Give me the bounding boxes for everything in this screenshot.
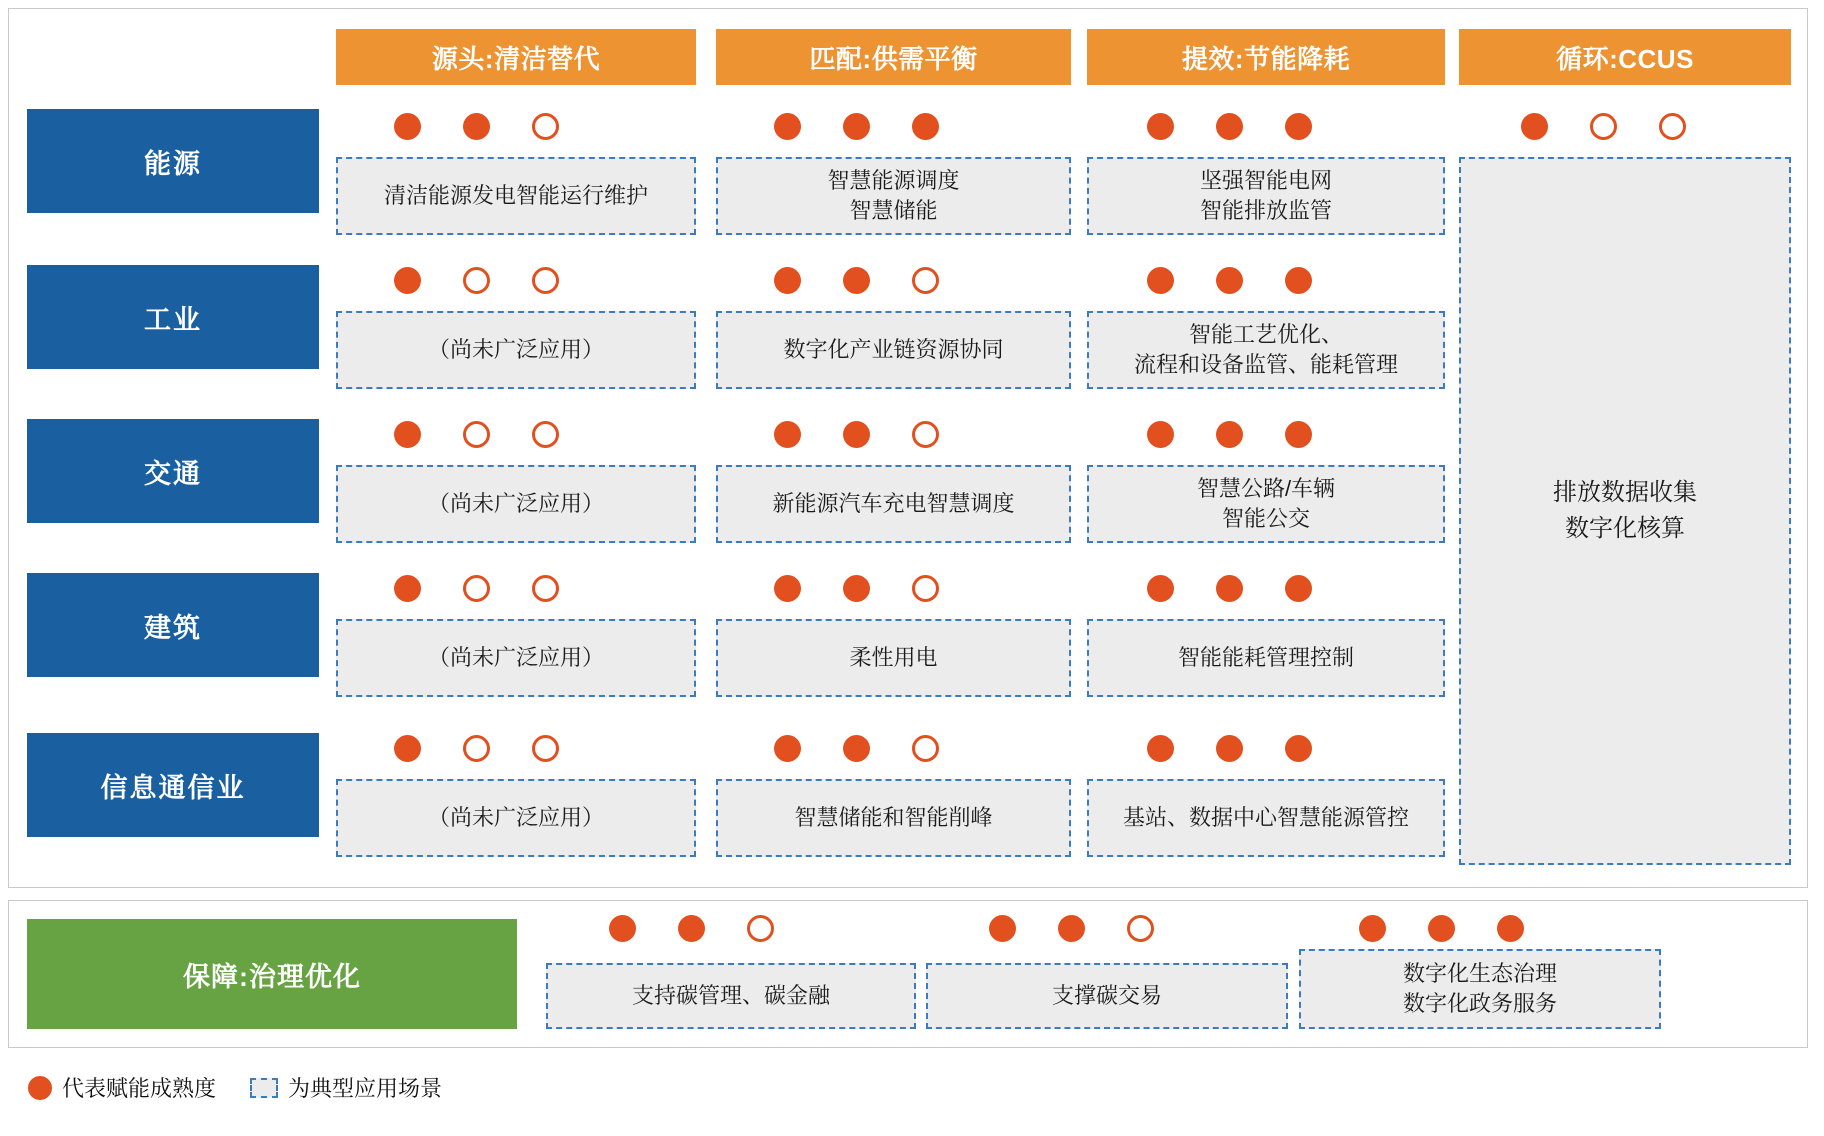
column-header-row [9, 9, 1807, 81]
scenario-text: 柔性用电 [849, 645, 938, 671]
maturity-dot [843, 113, 870, 140]
maturity-dots-building-efficiency [1147, 575, 1312, 602]
maturity-dot [1058, 915, 1085, 942]
scenario-text: （尚未广泛应用） [427, 805, 604, 831]
scenario-cell-industry-source [336, 311, 696, 389]
scenario-cell-ict-source [336, 779, 696, 857]
maturity-dot [1285, 575, 1312, 602]
maturity-dot [394, 421, 421, 448]
maturity-dots-ict-match [774, 735, 939, 762]
maturity-dot [774, 421, 801, 448]
maturity-dot [843, 267, 870, 294]
maturity-dot-icon [28, 1076, 52, 1100]
maturity-dots-industry-efficiency [1147, 267, 1312, 294]
scenario-text: 清洁能源发电智能运行维护 [383, 183, 648, 209]
maturity-dot [532, 267, 559, 294]
scenario-cell-transport-match [716, 465, 1071, 543]
maturity-dot [912, 421, 939, 448]
maturity-dot [1147, 575, 1174, 602]
maturity-dot [532, 421, 559, 448]
maturity-dot [774, 267, 801, 294]
maturity-dot [1216, 267, 1243, 294]
maturity-dots-building-source [394, 575, 559, 602]
scenario-text: （尚未广泛应用） [427, 337, 604, 363]
scenario-cell-building-efficiency [1087, 619, 1445, 697]
maturity-dot [912, 575, 939, 602]
scenario-cell-governance-1 [546, 963, 916, 1029]
maturity-dot [1590, 113, 1617, 140]
maturity-dots-governance-1 [609, 915, 774, 942]
governance-panel [8, 900, 1808, 1048]
scenario-text: 数字化产业链资源协同 [783, 337, 1004, 363]
maturity-dot [463, 421, 490, 448]
scenario-cell-energy-efficiency [1087, 157, 1445, 235]
maturity-dots-ccus [1521, 113, 1686, 140]
maturity-dot [394, 267, 421, 294]
maturity-dots-transport-match [774, 421, 939, 448]
scenario-cell-industry-efficiency [1087, 311, 1445, 389]
maturity-dots-energy-match [774, 113, 939, 140]
scenario-text: （尚未广泛应用） [427, 491, 604, 517]
maturity-dots-industry-match [774, 267, 939, 294]
maturity-dots-governance-2 [989, 915, 1154, 942]
scenario-text: 数字化生态治理 数字化政务服务 [1402, 961, 1557, 1016]
maturity-dot [912, 113, 939, 140]
maturity-dot [747, 915, 774, 942]
maturity-dot [774, 575, 801, 602]
maturity-dot [912, 267, 939, 294]
row-label-energy: 能源 [27, 109, 319, 213]
maturity-dot [989, 915, 1016, 942]
maturity-dot [1147, 421, 1174, 448]
legend [28, 1072, 442, 1103]
scenario-text: 智慧储能和智能削峰 [794, 805, 993, 831]
maturity-dot [394, 735, 421, 762]
maturity-dot [394, 575, 421, 602]
scenario-cell-transport-source [336, 465, 696, 543]
scenario-text: 基站、数据中心智慧能源管控 [1122, 805, 1409, 831]
maturity-dot [1147, 735, 1174, 762]
maturity-dot [1285, 113, 1312, 140]
maturity-dot [1521, 113, 1548, 140]
scenario-cell-transport-efficiency [1087, 465, 1445, 543]
maturity-dots-energy-source [394, 113, 559, 140]
column-header-ccus: 循环:CCUS [1459, 29, 1791, 85]
legend-label-scenario: 为典型应用场景 [288, 1076, 443, 1101]
maturity-dots-energy-efficiency [1147, 113, 1312, 140]
maturity-dot [1285, 267, 1312, 294]
maturity-dot [774, 735, 801, 762]
scenario-text: 坚强智能电网 智能排放监管 [1199, 168, 1332, 223]
maturity-dot [1359, 915, 1386, 942]
dashed-box-icon [250, 1078, 278, 1098]
maturity-dot [1147, 113, 1174, 140]
maturity-dots-ict-source [394, 735, 559, 762]
maturity-dot [1659, 113, 1686, 140]
matrix-panel [8, 8, 1808, 888]
scenario-text: 新能源汽车充电智慧调度 [772, 491, 1015, 517]
maturity-dot [1216, 113, 1243, 140]
scenario-text: 智能工艺优化、 流程和设备监管、能耗管理 [1133, 322, 1398, 377]
scenario-cell-energy-match [716, 157, 1071, 235]
maturity-dot [463, 113, 490, 140]
maturity-dot [1285, 421, 1312, 448]
maturity-dot [394, 113, 421, 140]
maturity-dot [1497, 915, 1524, 942]
column-header-source: 源头:清洁替代 [336, 29, 696, 85]
maturity-dots-governance-3 [1359, 915, 1524, 942]
maturity-dot [1216, 735, 1243, 762]
scenario-cell-building-source [336, 619, 696, 697]
maturity-dot [1127, 915, 1154, 942]
maturity-dot [463, 267, 490, 294]
governance-label: 保障:治理优化 [27, 919, 517, 1029]
legend-item-maturity [28, 1072, 216, 1103]
scenario-cell-ict-efficiency [1087, 779, 1445, 857]
row-label-building: 建筑 [27, 573, 319, 677]
scenario-text: 智慧能源调度 智慧储能 [827, 168, 960, 223]
maturity-dots-transport-efficiency [1147, 421, 1312, 448]
row-label-transport: 交通 [27, 419, 319, 523]
maturity-dots-ict-efficiency [1147, 735, 1312, 762]
maturity-dot [774, 113, 801, 140]
scenario-text: 支撑碳交易 [1051, 983, 1162, 1009]
scenario-cell-ict-match [716, 779, 1071, 857]
maturity-dots-industry-source [394, 267, 559, 294]
column-header-match: 匹配:供需平衡 [716, 29, 1071, 85]
legend-label-maturity: 代表赋能成熟度 [62, 1076, 217, 1101]
maturity-dot [1428, 915, 1455, 942]
maturity-dot [843, 575, 870, 602]
column-header-efficiency: 提效:节能降耗 [1087, 29, 1445, 85]
maturity-dot [843, 421, 870, 448]
maturity-dot [463, 575, 490, 602]
maturity-dot [1216, 421, 1243, 448]
maturity-dot [609, 915, 636, 942]
scenario-cell-ccus [1459, 157, 1791, 865]
scenario-text: （尚未广泛应用） [427, 645, 604, 671]
maturity-dots-transport-source [394, 421, 559, 448]
row-label-industry: 工业 [27, 265, 319, 369]
scenario-text: 智慧公路/车辆 智能公交 [1196, 476, 1336, 531]
maturity-dot [532, 575, 559, 602]
maturity-dot [1285, 735, 1312, 762]
maturity-dot [678, 915, 705, 942]
scenario-text: 排放数据收集 数字化核算 [1553, 479, 1697, 542]
maturity-dot [912, 735, 939, 762]
scenario-cell-industry-match [716, 311, 1071, 389]
maturity-dot [1147, 267, 1174, 294]
maturity-dot [463, 735, 490, 762]
scenario-text: 支持碳管理、碳金融 [631, 983, 830, 1009]
row-label-ict: 信息通信业 [27, 733, 319, 837]
scenario-cell-governance-3 [1299, 949, 1661, 1029]
scenario-cell-energy-source [336, 157, 696, 235]
maturity-dot [532, 735, 559, 762]
legend-item-scenario [250, 1072, 442, 1103]
scenario-cell-governance-2 [926, 963, 1288, 1029]
scenario-text: 智能能耗管理控制 [1177, 645, 1354, 671]
maturity-dots-building-match [774, 575, 939, 602]
maturity-dot [843, 735, 870, 762]
maturity-dot [1216, 575, 1243, 602]
maturity-dot [532, 113, 559, 140]
scenario-cell-building-match [716, 619, 1071, 697]
